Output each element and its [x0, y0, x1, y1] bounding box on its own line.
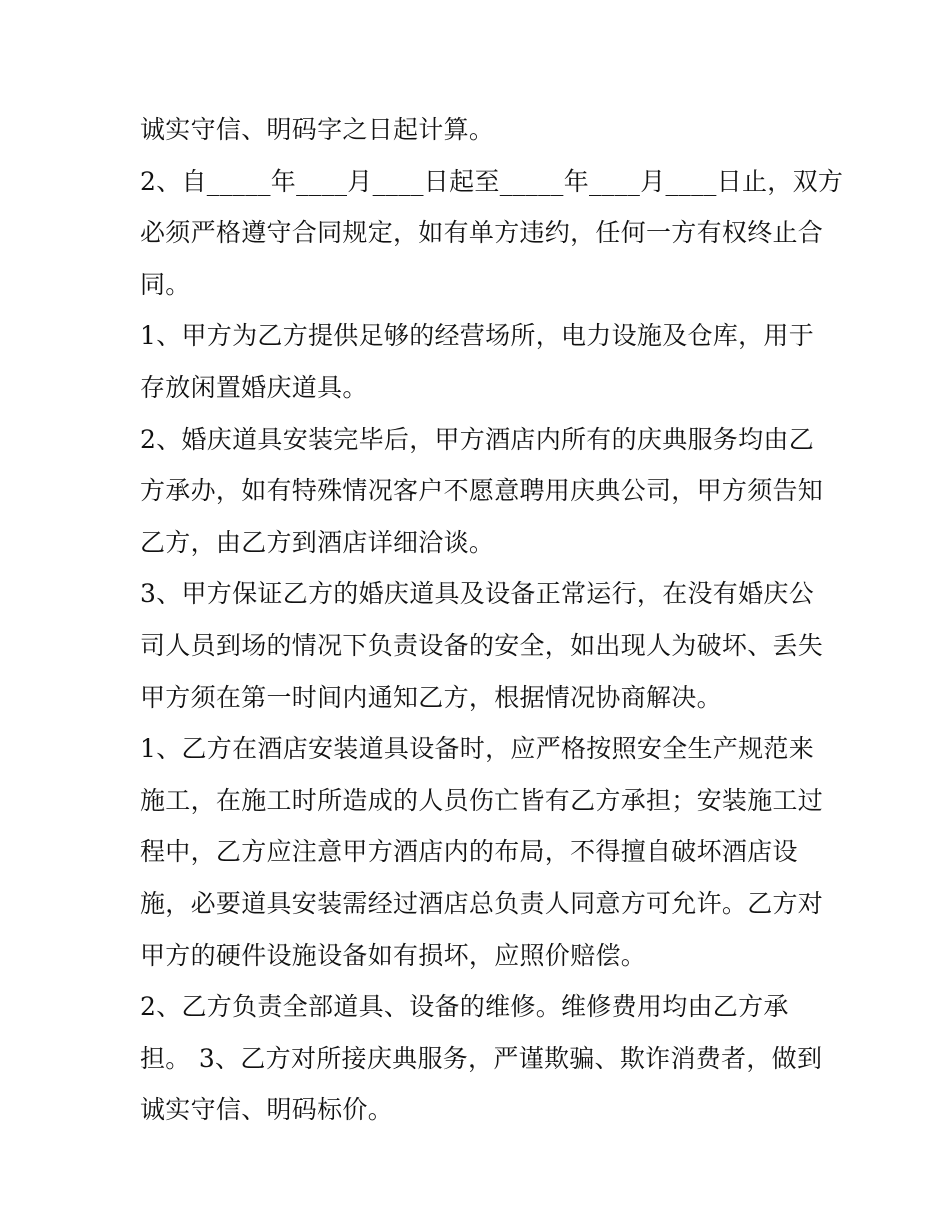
text-line: 司人员到场的情况下负责设备的安全，如出现人为破坏、丢失 [140, 630, 824, 660]
text-line: 3、甲方保证乙方的婚庆道具及设备正常运行，在没有婚庆公 [140, 579, 815, 609]
text-line: 诚实守信、明码字之日起计算。 [140, 115, 495, 144]
text-line: 施，必要道具安装需经过酒店总负责人同意方可允许。乙方对 [140, 888, 824, 918]
text-line: 同。 [140, 269, 191, 299]
text-line: 2、自_____年____月____日起至_____年____月____日止，双方 [140, 166, 844, 196]
text-line: 甲方须在第一时间内通知乙方，根据情况协商解决。 [140, 682, 722, 712]
text-line: 方承办，如有特殊情况客户不愿意聘用庆典公司，甲方须告知 [140, 476, 824, 506]
text-line: 2、婚庆道具安装完毕后，甲方酒店内所有的庆典服务均由乙 [140, 424, 815, 454]
text-line: 甲方的硬件设施设备如有损坏，应照价赔偿。 [140, 940, 647, 970]
text-line: 诚实守信、明码标价。 [140, 1095, 394, 1125]
text-line: 存放闲置婚庆道具。 [140, 372, 368, 402]
text-line: 乙方，由乙方到酒店详细洽谈。 [140, 527, 495, 557]
text-line: 程中，乙方应注意甲方酒店内的布局，不得擅自破坏酒店设 [140, 837, 798, 867]
text-line: 必须严格遵守合同规定，如有单方违约，任何一方有权终止合 [140, 218, 824, 248]
text-line: 1、乙方在酒店安装道具设备时，应严格按照安全生产规范来 [140, 734, 815, 764]
text-line: 担。 3、乙方对所接庆典服务，严谨欺骗、欺诈消费者，做到 [140, 1043, 823, 1073]
text-line: 2、乙方负责全部道具、设备的维修。维修费用均由乙方承 [140, 992, 789, 1022]
document-body [140, 104, 844, 1136]
text-line: 施工，在施工时所造成的人员伤亡皆有乙方承担；安装施工过 [140, 785, 824, 815]
text-line: 1、甲方为乙方提供足够的经营场所，电力设施及仓库，用于 [140, 321, 815, 351]
